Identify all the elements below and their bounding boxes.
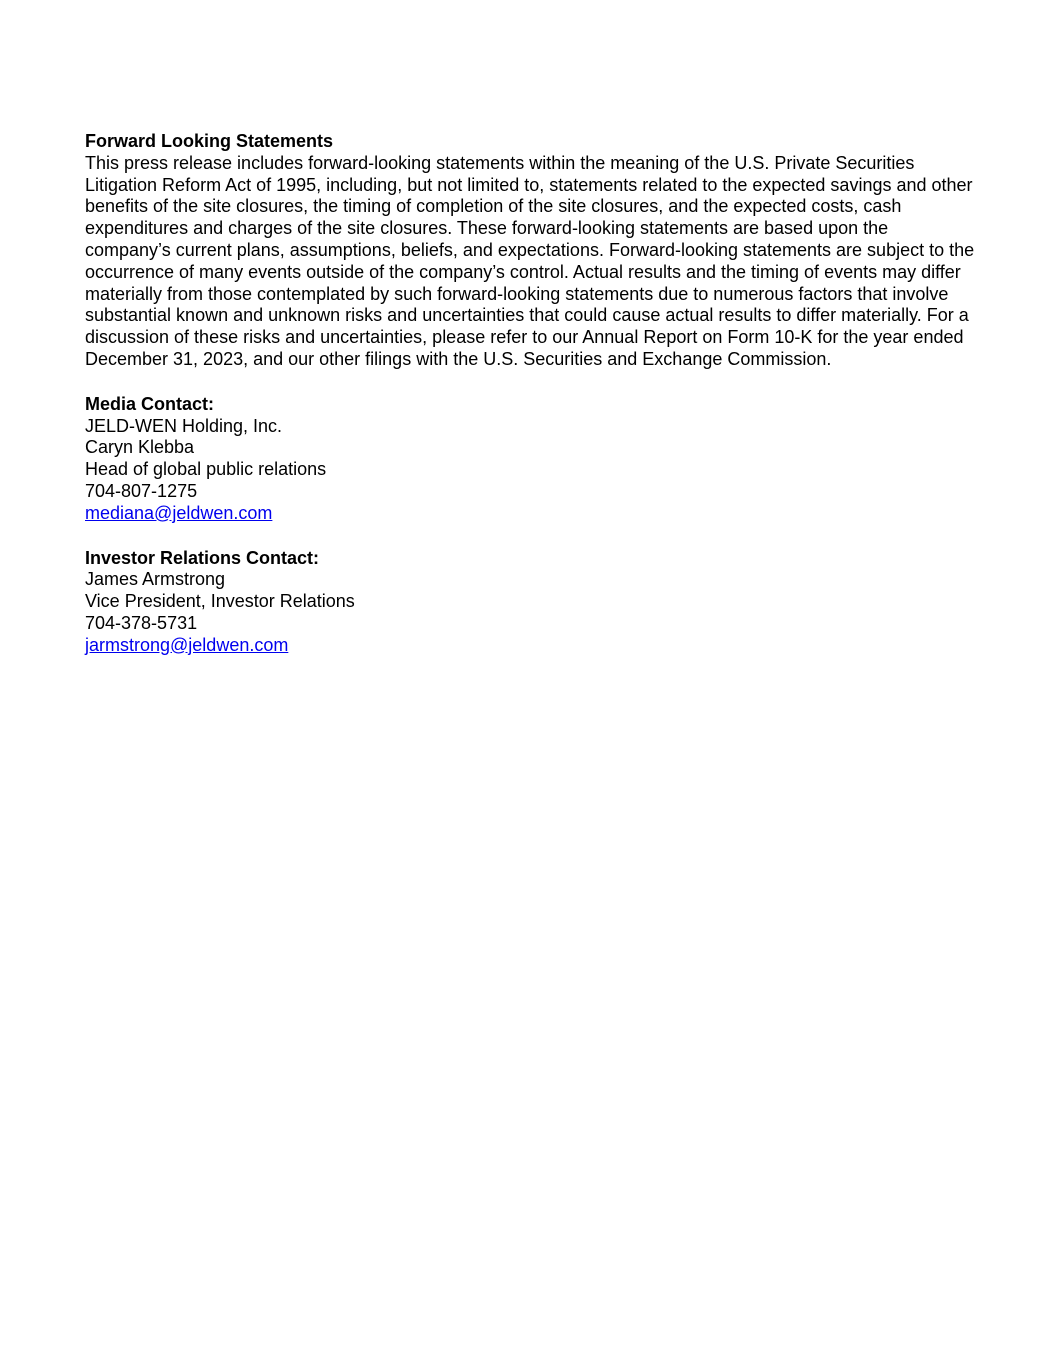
forward-looking-heading: Forward Looking Statements <box>85 131 334 151</box>
forward-looking-section <box>85 131 975 371</box>
forward-looking-body: This press release includes forward-looking statements within the meaning of the U.S. Private Securities Litigation Reform Act of 1995, including, but not limited to, statements related to the expected savings and other benefits of the site closures, the timing of completion of the site closures, and the expected costs, cash expenditures and charges of the site closures. These forward-looking statements are based upon the company’s current plans, assumptions, beliefs, and expectations. Forward-looking statements are subject to the occurrence of many events outside of the company’s control. Actual results and the timing of events may differ materially from those contemplated by such forward-looking statements due to numerous factors that involve substantial known and unknown risks and uncertainties that could cause actual results to differ materially. For a discussion of these risks and uncertainties, please refer to our Annual Report on Form 10-K for the year ended December 31, 2023, and our other filings with the U.S. Securities and Exchange Commission. <box>85 152 975 369</box>
investor-contact-phone: 704-378-5731 <box>85 612 198 633</box>
media-contact-email-link[interactable]: mediana@jeldwen.com <box>85 502 273 523</box>
document-page <box>85 131 975 657</box>
investor-contact-email-link[interactable]: jarmstrong@jeldwen.com <box>85 634 289 655</box>
media-contact-heading: Media Contact: <box>85 393 215 414</box>
media-contact-section <box>85 394 975 525</box>
media-contact-title: Head of global public relations <box>85 459 327 480</box>
media-contact-company: JELD-WEN Holding, Inc. <box>85 415 283 436</box>
media-contact-name: Caryn Klebba <box>85 437 195 458</box>
investor-contact-name: James Armstrong <box>85 569 226 590</box>
investor-contact-title: Vice President, Investor Relations <box>85 591 355 612</box>
investor-contact-section <box>85 548 975 657</box>
section-spacer <box>85 371 975 394</box>
media-contact-phone: 704-807-1275 <box>85 480 198 501</box>
section-spacer <box>85 525 975 548</box>
investor-contact-heading: Investor Relations Contact: <box>85 547 320 568</box>
